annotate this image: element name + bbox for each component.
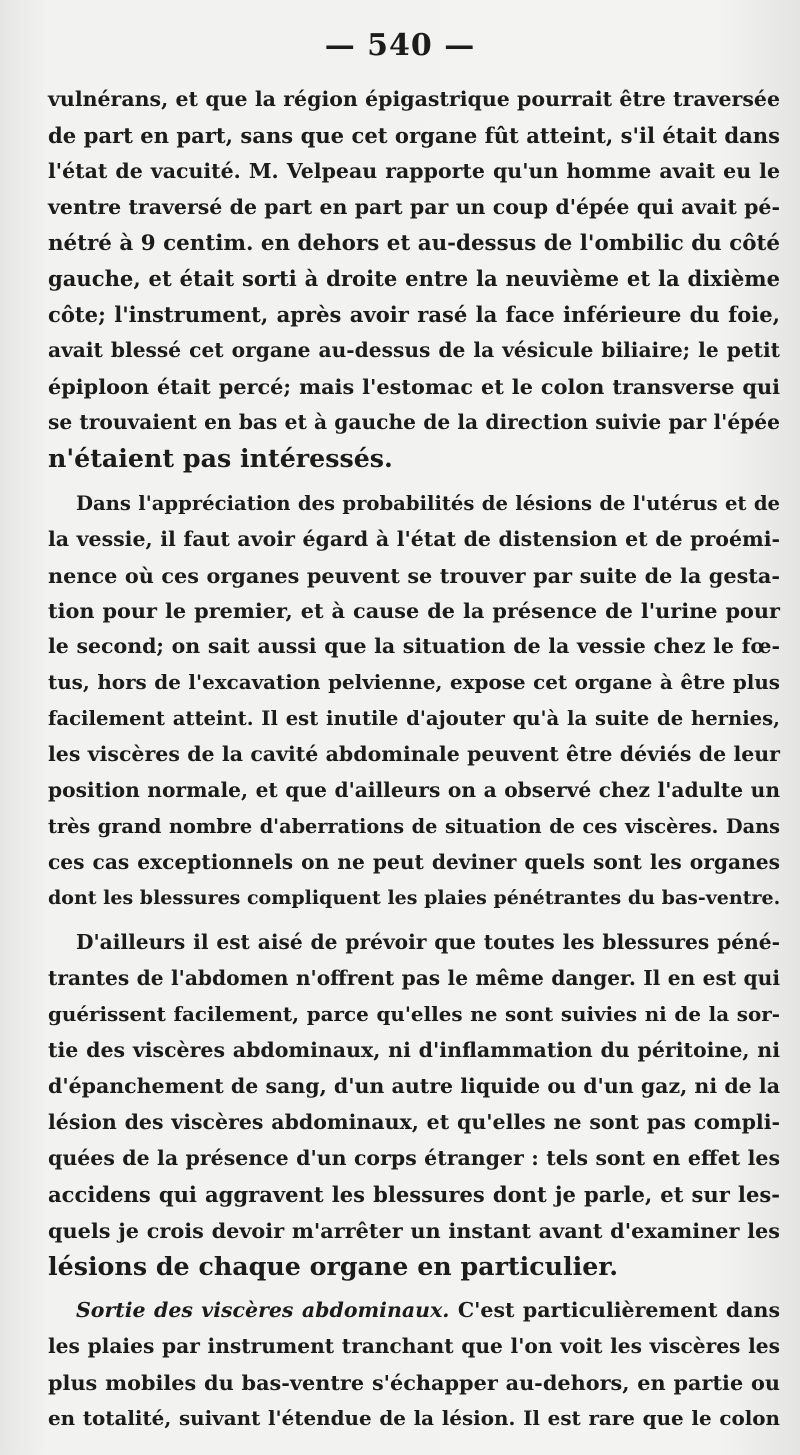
text-line: quées de la présence d'un corps étranger : tels sont en effet les [48,1145,780,1170]
text-line: les viscères de la cavité abdominale peuvent être déviés de leur [48,742,780,767]
text-line: le second; on sait aussi que la situation de la vessie chez le fœ- [48,634,780,659]
text-line: quels je crois devoir m'arrêter un instant avant d'examiner les [48,1217,780,1243]
paragraph-1 [48,82,780,477]
text-line: tion pour le premier, et à cause de la présence de l'urine pour [48,598,780,624]
text-line: n'étaient pas intéressés. [48,442,393,473]
text-line: ventre traversé de part en part par un coup d'épée qui avait pé- [48,194,780,219]
text-line: d'épanchement de sang, d'un autre liquide ou d'un gaz, ni de la [48,1074,780,1099]
text-line: avait blessé cet organe au-dessus de la vésicule biliaire; le petit [48,338,780,363]
text-line: nétré à 9 centim. en dehors et au-dessus de l'ombilic du côté [48,230,780,256]
text-line: Dans l'appréciation des probabilités de lésions de l'utérus et de [76,491,780,515]
text-line: les plaies par instrument tranchant que l'on voit les viscères les [48,1334,780,1359]
paragraph-4 [48,1293,780,1437]
paragraph-2 [48,486,780,917]
text-line: en totalité, suivant l'étendue de la lésion. Il est rare que le colon [48,1406,780,1431]
text-line: trantes de l'abdomen n'offrent pas le même danger. Il en est qui [48,966,780,991]
text-line: lésions de chaque organe en particulier. [48,1250,619,1281]
text-line: côte; l'instrument, après avoir rasé la face inférieure du foie, [48,302,780,328]
text-line: tie des viscères abdominaux, ni d'inflammation du péritoine, ni [48,1038,780,1063]
paragraph-3 [48,925,780,1284]
text-line: la vessie, il faut avoir égard à l'état de distension et de proémi- [48,526,780,551]
page-number: — 540 — [324,28,476,63]
text-line: de part en part, sans que cet organe fût atteint, s'il était dans [48,122,780,148]
text-line [48,1293,780,1329]
section-heading: Sortie des viscères abdominaux. [76,1298,450,1323]
text-line: gauche, et était sorti à droite entre la neuvième et la dixième [48,266,780,292]
text-line: très grand nombre d'aberrations de situation de ces viscères. Dans [48,814,780,838]
text-line: l'état de vacuité. M. Velpeau rapporte qu'un homme avait eu le [48,158,780,183]
text-line: facilement atteint. Il est inutile d'ajouter qu'à la suite de hernies, [48,707,780,731]
text-line: nence où ces organes peuvent se trouver par suite de la gesta- [48,562,780,588]
text-fragment: C'est particulièrement dans [449,1298,780,1323]
text-line: se trouvaient en bas et à gauche de la direction suivie par l'épée [48,410,780,435]
text-line: vulnérans, et que la région épigastrique pourrait être traversée [48,87,780,111]
body-text [48,82,780,1437]
text-line: plus mobiles du bas-ventre s'échapper au-dehors, en partie ou [48,1370,780,1396]
text-line: position normale, et que d'ailleurs on a observé chez l'adulte un [48,777,780,802]
text-line: accidens qui aggravent les blessures dont je parle, et sur les- [48,1181,780,1207]
text-line: épiploon était percé; mais l'estomac et le colon transverse qui [48,374,780,400]
text-line: tus, hors de l'excavation pelvienne, expose cet organe à être plus [48,670,780,695]
text-line: dont les blessures compliquent les plaies pénétrantes du bas-ventre. [48,886,781,909]
text-line: guérissent facilement, parce qu'elles ne sont suivies ni de la sor- [48,1002,780,1027]
text-line: D'ailleurs il est aisé de prévoir que toutes les blessures péné- [76,930,780,955]
text-line: lésion des viscères abdominaux, et qu'elles ne sont pas compli- [48,1109,780,1134]
text-line: ces cas exceptionnels on ne peut deviner quels sont les organes [48,849,780,874]
